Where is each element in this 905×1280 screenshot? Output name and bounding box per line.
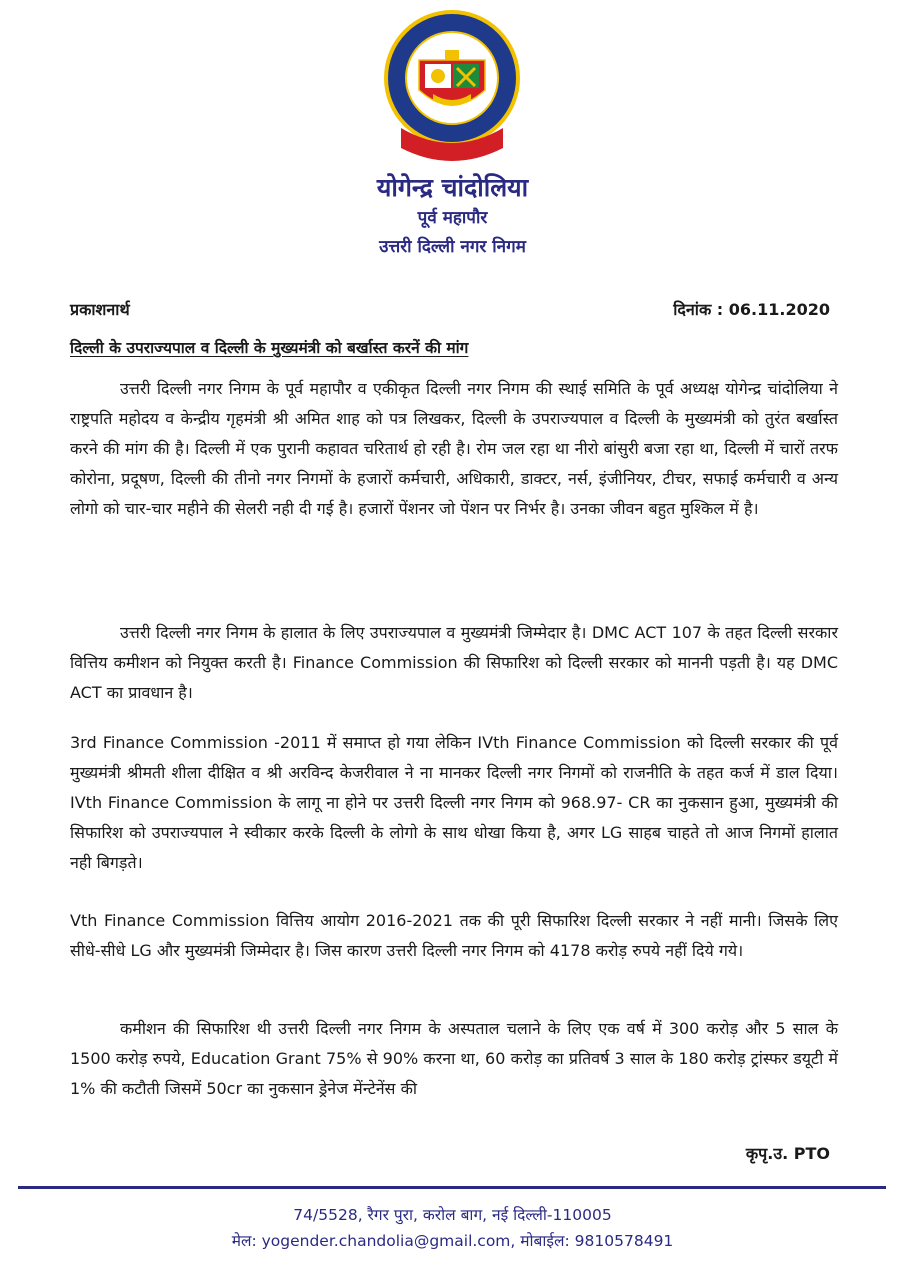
body-paragraph-4: Vth Finance Commission वित्तिय आयोग 2016-2021 तक की पूरी सिफारिश दिल्ली सरकार ने नहीं मानी। जिसके लिए सीधे-सीधे LG और मुख्यमंत्री जिम्मेदार है। जिस कारण उत्तरी दिल्ली नगर निगम को 4178 करोड़ रुपये नहीं दिये गये। bbox=[70, 911, 838, 960]
body-paragraph-1: उत्तरी दिल्ली नगर निगम के पूर्व महापौर व एकीकृत दिल्ली नगर निगम की स्थाई समिति के पूर्व अध्यक्ष योगेन्द्र चांदोलिया ने राष्ट्रपति महोदय व केन्द्रीय गृहमंत्री श्री अमित शाह को पत्र लिखकर, दिल्ली के उपराज्यपाल व दिल्ली के मुख्यमंत्री को तुरंत बर्खास्त करने की मांग की है। दिल्ली में एक पुरानी कहावत चरितार्थ हो रही है। रोम जल रहा था नीरो बांसुरी बजा रहा था, दिल्ली में चारों तरफ कोरोना, प्रदूषण, दिल्ली की तीनो नगर निगमों के हजारों कर्मचारी, अधिकारी, डाक्टर, नर्स, इंजीनियर, टीचर, सफाई कर्मचारी व अन्य लोगो को चार-चार महीने की सेलरी नही दी गई है। हजारों पेंशनर जो पेंशन पर निर्भर है। उनका जीवन बहुत मुश्किल में है। bbox=[70, 379, 838, 518]
please-turn-over: कृपृ.उ. PTO bbox=[745, 1144, 830, 1163]
corporation-logo bbox=[381, 8, 523, 170]
organization-name: उत्तरी दिल्ली नगर निगम bbox=[379, 237, 526, 257]
body-paragraph-3: 3rd Finance Commission -2011 में समाप्त हो गया लेकिन IVth Finance Commission को दिल्ली सरकार की पूर्व मुख्यमंत्री श्रीमती शीला दीक्षित व श्री अरविन्द केजरीवाल ने ना मानकर दिल्ली नगर निगमों को राजनीति के तहत कर्ज में डाल दिया। IVth Finance Commission के लागू ना होने पर उत्तरी दिल्ली नगर निगम को 968.97- CR का नुकसान हुआ, मुख्यमंत्री की सिफारिश को उपराज्यपाल ने स्वीकार करके दिल्ली के लोगो के साथ धोखा किया है, अगर LG साहब चाहते तो आज निगमों हालात नही बिगड़ते। bbox=[70, 733, 838, 872]
body-paragraph-2: उत्तरी दिल्ली नगर निगम के हालात के लिए उपराज्यपाल व मुख्यमंत्री जिम्मेदार है। DMC ACT 107 के तहत दिल्ली सरकार वित्तिय कमीशन को नियुक्त करती है। Finance Commission की सिफारिश को दिल्ली सरकार को माननी पड़ती है। यह DMC ACT का प्रावधान है। bbox=[70, 623, 838, 702]
footer-contact: मेल: yogender.chandolia@gmail.com, मोबाईल: 9810578491 bbox=[231, 1232, 674, 1250]
author-designation: पूर्व महापौर bbox=[417, 208, 488, 228]
footer-divider bbox=[18, 1186, 886, 1189]
press-release-label: प्रकाशनार्थ bbox=[70, 300, 130, 319]
footer-address: 74/5528, रैगर पुरा, करोल बाग, नई दिल्ली-110005 bbox=[293, 1206, 612, 1224]
letter-date: दिनांक : 06.11.2020 bbox=[673, 300, 830, 319]
body-paragraph-5: कमीशन की सिफारिश थी उत्तरी दिल्ली नगर निगम के अस्पताल चलाने के लिए एक वर्ष में 300 करोड़ और 5 साल के 1500 करोड़ रुपये, Education Grant 75% से 90% करना था, 60 करोड़ का प्रतिवर्ष 3 साल के 180 करोड़ ट्रांस्फर डयूटी में 1% की कटौती जिसमें 50cr का नुकसान ड्रेनेज मेंन्टेनेंस की bbox=[70, 1019, 838, 1098]
letter-subject: दिल्ली के उपराज्यपाल व दिल्ली के मुख्यमंत्री को बर्खास्त करनें की मांग bbox=[70, 339, 469, 357]
author-name: योगेन्द्र चांदोलिया bbox=[376, 173, 529, 202]
